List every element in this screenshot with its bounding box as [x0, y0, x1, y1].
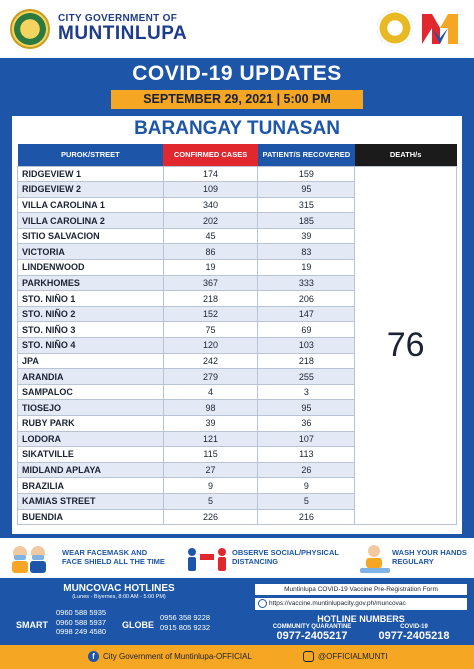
purok-cell: BRAZILIA: [18, 478, 164, 494]
confirmed-cell: 120: [163, 338, 258, 354]
confirmed-cell: 9: [163, 478, 258, 494]
instagram-handle[interactable]: @OFFICIALMUNTI: [318, 652, 388, 661]
handwash-reminder: [358, 538, 470, 578]
confirmed-cell: 121: [163, 431, 258, 447]
recovered-cell: 95: [258, 400, 355, 416]
header-purok: PUROK/STREET: [18, 144, 164, 166]
purok-cell: STO. NIÑO 3: [18, 322, 164, 338]
mask-text-line1: WEAR FACEMASK AND: [62, 548, 148, 557]
recovered-cell: 185: [258, 213, 355, 229]
distancing-text: [232, 548, 339, 566]
purok-cell: RIDGEVIEW 1: [18, 166, 164, 182]
purok-cell: TIOSEJO: [18, 400, 164, 416]
purok-cell: LINDENWOOD: [18, 260, 164, 276]
header: [0, 0, 474, 58]
header-confirmed: CONFIRMED CASES: [163, 144, 258, 166]
globe-icon: [258, 599, 267, 608]
confirmed-cell: 226: [163, 509, 258, 525]
table-row: [18, 166, 457, 182]
recovered-cell: 26: [258, 462, 355, 478]
mask-text: [62, 548, 165, 566]
recovered-cell: 147: [258, 306, 355, 322]
globe-number: 0915 805 9232: [160, 622, 211, 632]
recovered-cell: 95: [258, 182, 355, 198]
muncovac-title: MUNCOVAC HOTLINES: [63, 583, 175, 594]
smart-numbers: [56, 608, 106, 637]
recovered-cell: 255: [258, 369, 355, 385]
confirmed-cell: 5: [163, 493, 258, 509]
recovered-cell: 206: [258, 291, 355, 307]
purok-cell: SAMPALOC: [18, 384, 164, 400]
confirmed-cell: 174: [163, 166, 258, 182]
purok-cell: STO. NIÑO 4: [18, 338, 164, 354]
facebook-icon: f: [88, 651, 99, 662]
purok-cell: BUENDIA: [18, 509, 164, 525]
instagram-icon: [303, 651, 314, 662]
covid-label: COVID-19: [400, 624, 428, 630]
cq-label: COMMUNITY QUARANTINE: [272, 624, 352, 630]
confirmed-cell: 340: [163, 197, 258, 213]
deaths-total: 76: [355, 166, 457, 525]
header-recovered: PATIENT/S RECOVERED: [258, 144, 355, 166]
recovered-cell: 159: [258, 166, 355, 182]
city-name: MUNTINLUPA: [58, 23, 188, 44]
purok-cell: MIDLAND APLAYA: [18, 462, 164, 478]
purok-cell: PARKHOMES: [18, 275, 164, 291]
smart-number: 0960 588 5937: [56, 617, 107, 627]
cq-number: 0977-2405217: [276, 630, 348, 642]
recovered-cell: 36: [258, 416, 355, 432]
globe-number: 0956 358 9228: [160, 613, 211, 622]
date-bar: SEPTEMBER 29, 2021 | 5:00 PM: [111, 90, 363, 109]
handwash-icon: [358, 542, 392, 574]
purok-cell: RUBY PARK: [18, 416, 164, 432]
confirmed-cell: 152: [163, 306, 258, 322]
purok-cell: ARANDIA: [18, 369, 164, 385]
smart-number: 0960 588 5935: [56, 608, 107, 617]
header-deaths: DEATH/s: [355, 144, 457, 166]
purok-cell: RIDGEVIEW 2: [18, 182, 164, 198]
safety-reminders: [0, 538, 474, 578]
recovered-cell: 9: [258, 478, 355, 494]
recovered-cell: 103: [258, 338, 355, 354]
purok-cell: STO. NIÑO 1: [18, 291, 164, 307]
confirmed-cell: 367: [163, 275, 258, 291]
confirmed-cell: 86: [163, 244, 258, 260]
globe-numbers: [160, 613, 210, 632]
recovered-cell: 216: [258, 509, 355, 525]
recovered-cell: 5: [258, 493, 355, 509]
facebook-page[interactable]: City Government of Muntinlupa-OFFICIAL: [103, 652, 252, 661]
recovered-cell: 107: [258, 431, 355, 447]
covid-hotline: [364, 624, 464, 642]
distancing-text-line1: OBSERVE SOCIAL/PHYSICAL: [232, 548, 339, 557]
recovered-cell: 113: [258, 447, 355, 463]
health-office-seal-logo: [377, 10, 413, 46]
gov-label: CITY GOVERNMENT OF: [58, 13, 178, 24]
confirmed-cell: 75: [163, 322, 258, 338]
confirmed-cell: 45: [163, 228, 258, 244]
recovered-cell: 315: [258, 197, 355, 213]
muntinlupa-m-logo: [420, 10, 460, 46]
distancing-reminder: [186, 538, 346, 578]
confirmed-cell: 27: [163, 462, 258, 478]
purok-cell: VILLA CAROLINA 1: [18, 197, 164, 213]
cq-hotline: [262, 624, 362, 642]
covid-number: 0977-2405218: [378, 630, 450, 642]
muncovac-hotlines: [10, 583, 228, 641]
city-seal-logo: [10, 9, 50, 49]
distancing-text-line2: DISTANCING: [232, 557, 279, 566]
mask-reminder: [8, 538, 168, 578]
confirmed-cell: 279: [163, 369, 258, 385]
confirmed-cell: 19: [163, 260, 258, 276]
recovered-cell: 218: [258, 353, 355, 369]
confirmed-cell: 109: [163, 182, 258, 198]
muncovac-hours: (Lunes - Biyernes, 8:00 AM - 5:00 PM): [72, 594, 166, 600]
mask-text-line2: FACE SHIELD ALL THE TIME: [62, 557, 165, 566]
recovered-cell: 69: [258, 322, 355, 338]
page-title: COVID-19 UPDATES: [132, 62, 342, 85]
purok-cell: SITIO SALVACION: [18, 228, 164, 244]
registration-link[interactable]: https://vaccine.muntinlupacity.gov.ph/muncovac: [255, 598, 467, 610]
smart-number: 0998 249 4580: [56, 627, 107, 636]
confirmed-cell: 218: [163, 291, 258, 307]
social-distancing-icon: [186, 542, 228, 574]
handwash-text: [392, 548, 467, 566]
purok-cell: STO. NIÑO 2: [18, 306, 164, 322]
confirmed-cell: 202: [163, 213, 258, 229]
purok-cell: KAMIAS STREET: [18, 493, 164, 509]
handwash-text-line2: REGULARY: [392, 557, 434, 566]
confirmed-cell: 4: [163, 384, 258, 400]
confirmed-cell: 242: [163, 353, 258, 369]
recovered-cell: 19: [258, 260, 355, 276]
facemask-icon: [8, 542, 50, 574]
globe-label: GLOBE: [122, 620, 155, 630]
handwash-text-line1: WASH YOUR HANDS: [392, 548, 467, 557]
purok-cell: JPA: [18, 353, 164, 369]
purok-cell: VICTORIA: [18, 244, 164, 260]
table-header-row: [18, 144, 457, 166]
confirmed-cell: 98: [163, 400, 258, 416]
purok-cell: VILLA CAROLINA 2: [18, 213, 164, 229]
confirmed-cell: 39: [163, 416, 258, 432]
recovered-cell: 3: [258, 384, 355, 400]
cases-table: [17, 144, 457, 525]
smart-label: SMART: [16, 620, 48, 630]
barangay-title: BARANGAY TUNASAN: [134, 118, 340, 139]
purok-cell: SIKATVILLE: [18, 447, 164, 463]
recovered-cell: 333: [258, 275, 355, 291]
recovered-cell: 39: [258, 228, 355, 244]
recovered-cell: 83: [258, 244, 355, 260]
purok-cell: LODORA: [18, 431, 164, 447]
registration-title: Muntinlupa COVID-19 Vaccine Pre-Registration Form: [255, 584, 467, 595]
hotline-title: HOTLINE NUMBERS: [317, 614, 405, 624]
confirmed-cell: 115: [163, 447, 258, 463]
